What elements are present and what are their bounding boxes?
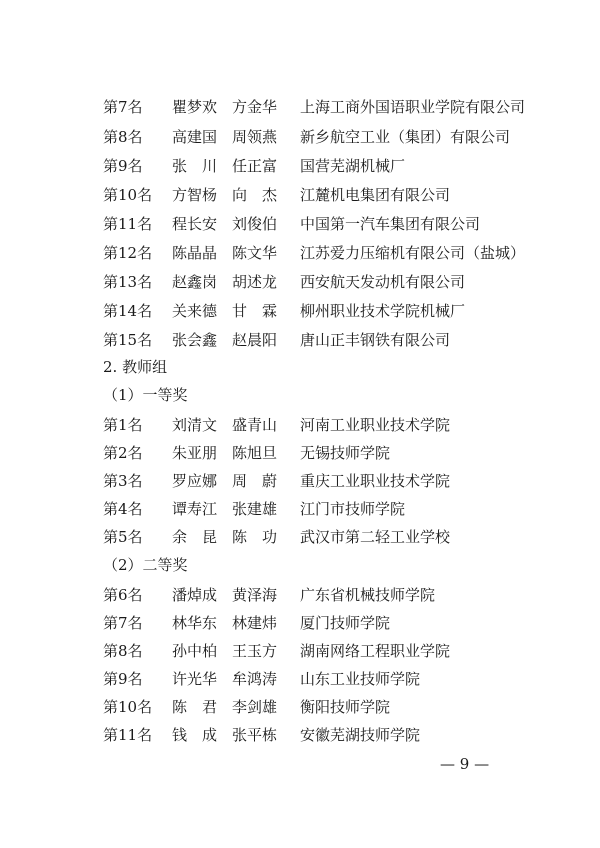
organization: 衡阳技师学院 [300,698,391,716]
organization: 江苏爱力压缩机有限公司（盐城） [300,244,526,262]
organization: 江门市技师学院 [300,500,406,518]
organization: 广东省机械技师学院 [300,586,436,604]
organization: 江麓机电集团有限公司 [300,186,451,204]
second-prize-heading: （2）二等奖 [103,556,188,574]
winner-name: 方智杨 [172,186,218,204]
award-row [0,124,600,150]
award-row [0,694,600,720]
winner-name: 陈文华 [232,244,278,262]
winner-name: 黄泽海 [232,586,278,604]
section-heading: 2. 教师组 [103,358,168,376]
rank: 第5名 [103,528,143,546]
winner-name: 许光华 [172,670,218,688]
organization: 河南工业职业技术学院 [300,416,451,434]
winner-name: 张平栋 [232,726,278,744]
award-row [0,722,600,748]
winner-name: 周领燕 [232,128,278,146]
award-row [0,269,600,295]
award-row [0,412,600,438]
winner-name: 程长安 [172,215,218,233]
winner-name: 潘焯成 [172,586,218,604]
award-row [0,524,600,550]
rank: 第11名 [103,726,153,744]
winner-name: 林华东 [172,614,218,632]
winner-name: 陈旭旦 [232,444,278,462]
award-row [0,211,600,237]
organization: 重庆工业职业技术学院 [300,472,451,490]
organization: 湖南网络工程职业学院 [300,642,451,660]
rank: 第15名 [103,331,153,349]
award-row [0,240,600,266]
organization: 厦门技师学院 [300,614,391,632]
organization: 西安航天发动机有限公司 [300,273,466,291]
winner-name: 任正富 [232,157,278,175]
winner-name: 赵晨阳 [232,331,278,349]
rank: 第10名 [103,186,153,204]
award-row [0,468,600,494]
organization: 武汉市第二轻工业学校 [300,528,451,546]
winner-name: 林建炜 [232,614,278,632]
rank: 第3名 [103,472,143,490]
organization: 无锡技师学院 [300,444,391,462]
rank: 第1名 [103,416,143,434]
winner-name: 甘 霖 [232,302,278,320]
award-row [0,496,600,522]
rank: 第9名 [103,157,143,175]
organization: 中国第一汽车集团有限公司 [300,215,481,233]
organization: 柳州职业技术学院机械厂 [300,302,466,320]
winner-name: 高建国 [172,128,218,146]
rank: 第2名 [103,444,143,462]
rank: 第11名 [103,215,153,233]
winner-name: 李剑雄 [232,698,278,716]
winner-name: 关来德 [172,302,218,320]
winner-name: 周 蔚 [232,472,278,490]
rank: 第10名 [103,698,153,716]
rank: 第4名 [103,500,143,518]
first-prize-heading: （1）一等奖 [103,386,188,404]
rank: 第7名 [103,98,143,116]
organization: 山东工业技师学院 [300,670,421,688]
rank: 第9名 [103,670,143,688]
winner-name: 余 昆 [172,528,218,546]
award-row [0,182,600,208]
winner-name: 向 杰 [232,186,278,204]
organization: 上海工商外国语职业学院有限公司 [300,98,526,116]
winner-name: 牟鸿涛 [232,670,278,688]
winner-name: 陈晶晶 [172,244,218,262]
winner-name: 谭寿江 [172,500,218,518]
award-row [0,610,600,636]
award-row [0,94,600,120]
organization: 国营芜湖机械厂 [300,157,406,175]
winner-name: 朱亚朋 [172,444,218,462]
organization: 安徽芜湖技师学院 [300,726,421,744]
winner-name: 王玉方 [232,642,278,660]
winner-name: 刘俊伯 [232,215,278,233]
award-row [0,153,600,179]
rank: 第8名 [103,642,143,660]
winner-name: 胡述龙 [232,273,278,291]
winner-name: 方金华 [232,98,278,116]
organization: 新乡航空工业（集团）有限公司 [300,128,511,146]
award-row [0,582,600,608]
winner-name: 孙中柏 [172,642,218,660]
winner-name: 罗应娜 [172,472,218,490]
winner-name: 钱 成 [172,726,218,744]
winner-name: 赵鑫岗 [172,273,218,291]
winner-name: 刘清文 [172,416,218,434]
award-row [0,638,600,664]
organization: 唐山正丰钢铁有限公司 [300,331,451,349]
winner-name: 瞿梦欢 [172,98,218,116]
rank: 第7名 [103,614,143,632]
page-number: — 9 — [440,755,490,773]
rank: 第6名 [103,586,143,604]
winner-name: 张建雄 [232,500,278,518]
award-row [0,440,600,466]
rank: 第12名 [103,244,153,262]
award-row [0,327,600,353]
rank: 第13名 [103,273,153,291]
winner-name: 张 川 [172,157,218,175]
winner-name: 陈 功 [232,528,278,546]
rank: 第14名 [103,302,153,320]
award-row [0,298,600,324]
winner-name: 盛青山 [232,416,278,434]
rank: 第8名 [103,128,143,146]
award-row [0,666,600,692]
winner-name: 张会鑫 [172,331,218,349]
winner-name: 陈 君 [172,698,218,716]
